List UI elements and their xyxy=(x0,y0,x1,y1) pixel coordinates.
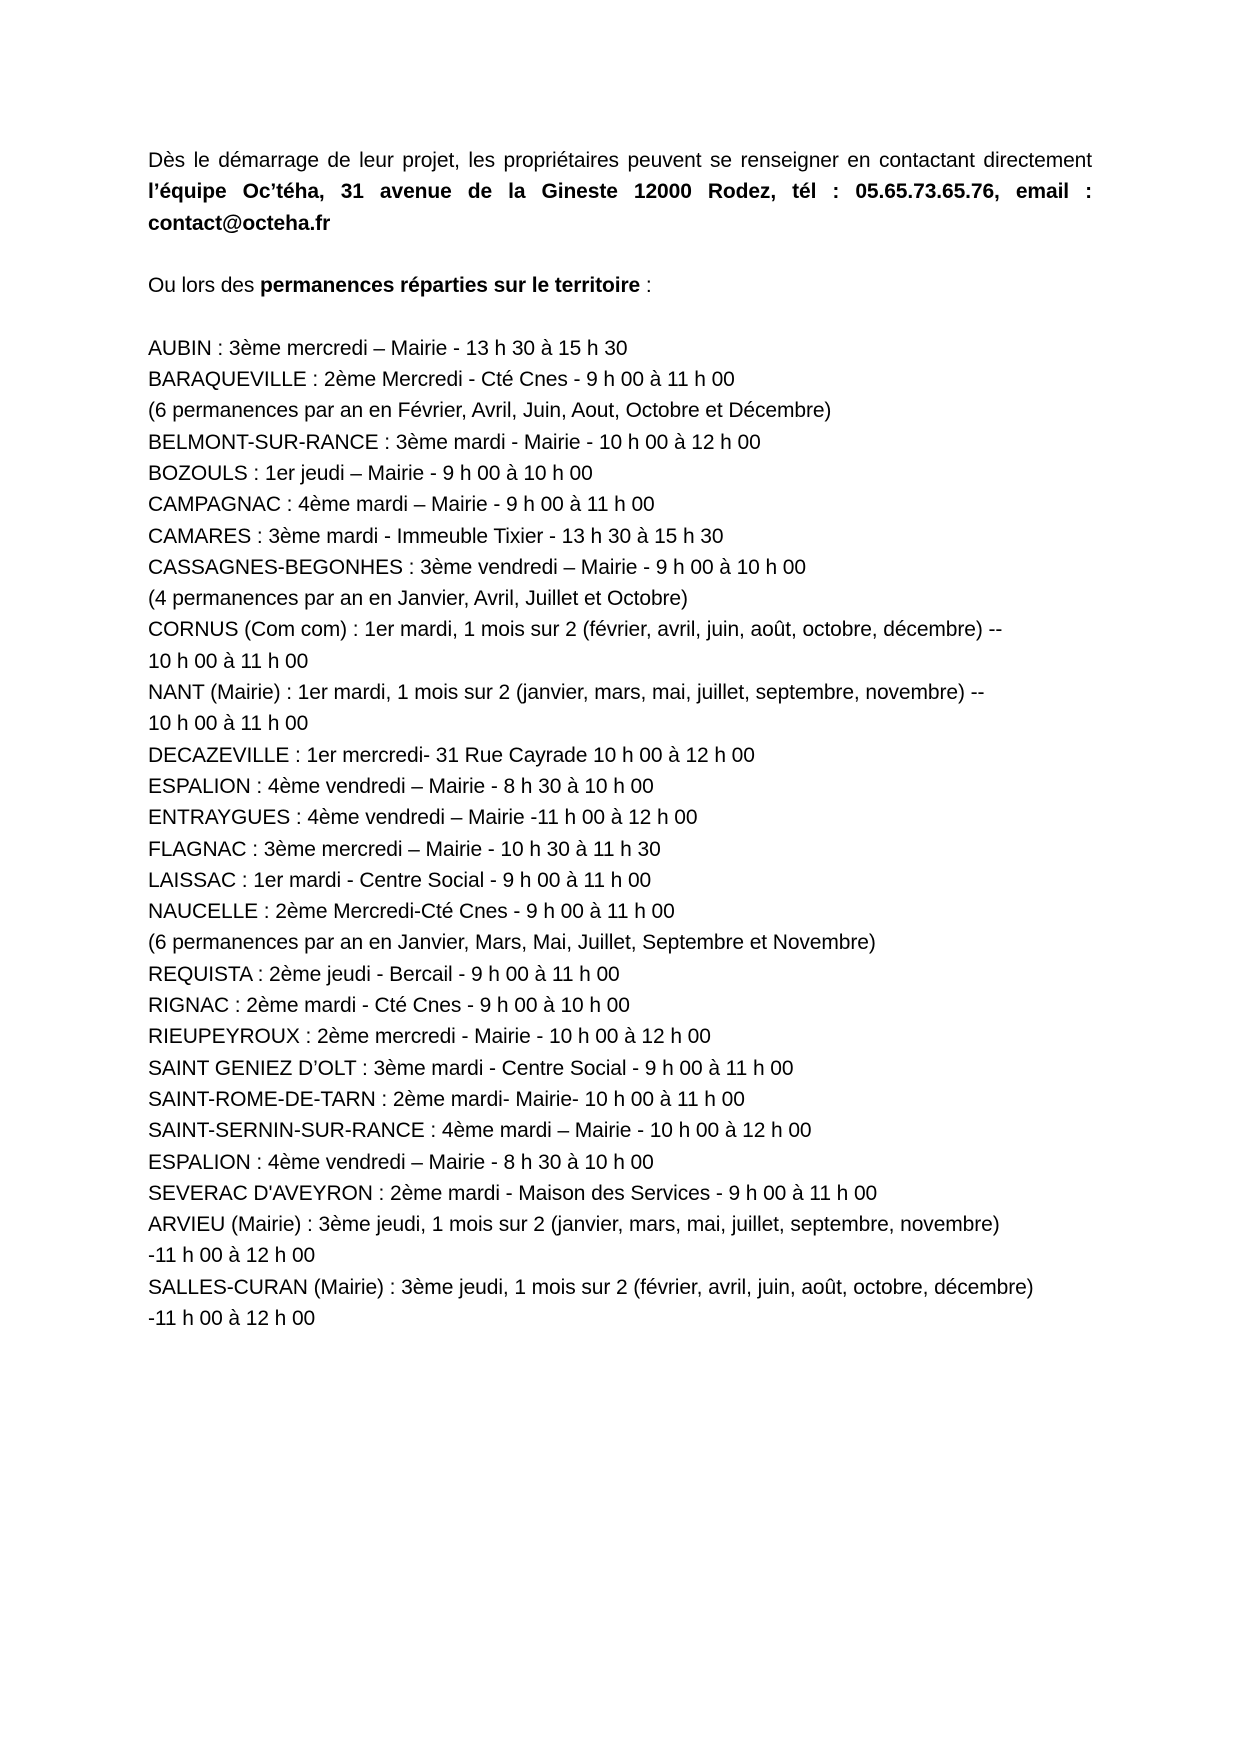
permanence-entry: NANT (Mairie) : 1er mardi, 1 mois sur 2 (janvier, mars, mai, juillet, septembre, novembre) -- xyxy=(148,681,985,705)
permanence-entry: SALLES-CURAN (Mairie) : 3ème jeudi, 1 mois sur 2 (février, avril, juin, août, octobre, décembre) xyxy=(148,1275,1034,1299)
permanence-entry: (6 permanences par an en Janvier, Mars, Mai, Juillet, Septembre et Novembre) xyxy=(148,931,876,955)
intro-paragraph xyxy=(148,145,1092,239)
permanence-entry: BARAQUEVILLE : 2ème Mercredi - Cté Cnes - 9 h 00 à 11 h 00 xyxy=(148,368,735,392)
permanences-list xyxy=(148,333,1092,1335)
permanence-entry: ENTRAYGUES : 4ème vendredi – Mairie -11 h 00 à 12 h 00 xyxy=(148,806,698,830)
permanences-lead xyxy=(148,270,1092,301)
permanence-entry: SAINT-ROME-DE-TARN : 2ème mardi- Mairie- 10 h 00 à 11 h 00 xyxy=(148,1087,745,1111)
permanence-entry: (4 permanences par an en Janvier, Avril, Juillet et Octobre) xyxy=(148,587,688,611)
permanence-entry: 10 h 00 à 11 h 00 xyxy=(148,649,309,673)
permanence-entry: SAINT-SERNIN-SUR-RANCE : 4ème mardi – Mairie - 10 h 00 à 12 h 00 xyxy=(148,1119,812,1143)
permanence-entry: CAMPAGNAC : 4ème mardi – Mairie - 9 h 00 à 11 h 00 xyxy=(148,493,655,517)
permanence-entry: REQUISTA : 2ème jeudi - Bercail - 9 h 00 à 11 h 00 xyxy=(148,962,620,986)
intro-text: Dès le démarrage de leur projet, les propriétaires peuvent se renseigner en contactant directement xyxy=(148,149,1092,172)
permanence-entry: -11 h 00 à 12 h 00 xyxy=(148,1306,316,1330)
spacer xyxy=(148,239,1092,270)
permanence-entry: CORNUS (Com com) : 1er mardi, 1 mois sur 2 (février, avril, juin, août, octobre, décembre) -- xyxy=(148,618,1003,642)
permanence-entry: ESPALION : 4ème vendredi – Mairie - 8 h 30 à 10 h 00 xyxy=(148,774,654,798)
lead-bold: permanences réparties sur le territoire xyxy=(260,274,641,298)
lead-suffix: : xyxy=(640,274,652,298)
permanence-entry: AUBIN : 3ème mercredi – Mairie - 13 h 30 à 15 h 30 xyxy=(148,336,628,360)
spacer xyxy=(148,301,1092,332)
permanence-entry: ESPALION : 4ème vendredi – Mairie - 8 h 30 à 10 h 00 xyxy=(148,1150,654,1174)
permanence-entry: BELMONT-SUR-RANCE : 3ème mardi - Mairie - 10 h 00 à 12 h 00 xyxy=(148,430,761,454)
permanence-entry: RIGNAC : 2ème mardi - Cté Cnes - 9 h 00 à 10 h 00 xyxy=(148,994,630,1018)
permanence-entry: (6 permanences par an en Février, Avril, Juin, Aout, Octobre et Décembre) xyxy=(148,399,832,423)
permanence-entry: CASSAGNES-BEGONHES : 3ème vendredi – Mairie - 9 h 00 à 10 h 00 xyxy=(148,555,806,579)
permanence-entry: SEVERAC D'AVEYRON : 2ème mardi - Maison des Services - 9 h 00 à 11 h 00 xyxy=(148,1181,878,1205)
permanence-entry: DECAZEVILLE : 1er mercredi- 31 Rue Cayrade 10 h 00 à 12 h 00 xyxy=(148,743,755,767)
permanence-entry: -11 h 00 à 12 h 00 xyxy=(148,1244,316,1268)
permanence-entry: 10 h 00 à 11 h 00 xyxy=(148,712,309,736)
lead-prefix: Ou lors des xyxy=(148,274,261,298)
document-page xyxy=(148,145,1092,1334)
permanence-entry: RIEUPEYROUX : 2ème mercredi - Mairie - 10 h 00 à 12 h 00 xyxy=(148,1025,711,1049)
permanence-entry: CAMARES : 3ème mardi - Immeuble Tixier - 13 h 30 à 15 h 30 xyxy=(148,524,724,548)
permanence-entry: LAISSAC : 1er mardi - Centre Social - 9 h 00 à 11 h 00 xyxy=(148,868,652,892)
contact-info: l’équipe Oc’téha, 31 avenue de la Gineste 12000 Rodez, tél : 05.65.73.65.76, email : contact@octeha.fr xyxy=(148,180,1092,235)
permanence-entry: SAINT GENIEZ D’OLT : 3ème mardi - Centre Social - 9 h 00 à 11 h 00 xyxy=(148,1056,794,1080)
permanence-entry: FLAGNAC : 3ème mercredi – Mairie - 10 h 30 à 11 h 30 xyxy=(148,837,661,861)
permanence-entry: ARVIEU (Mairie) : 3ème jeudi, 1 mois sur 2 (janvier, mars, mai, juillet, septembre, novembre) xyxy=(148,1213,1000,1237)
permanence-entry: NAUCELLE : 2ème Mercredi-Cté Cnes - 9 h 00 à 11 h 00 xyxy=(148,900,675,924)
permanence-entry: BOZOULS : 1er jeudi – Mairie - 9 h 00 à 10 h 00 xyxy=(148,461,593,485)
